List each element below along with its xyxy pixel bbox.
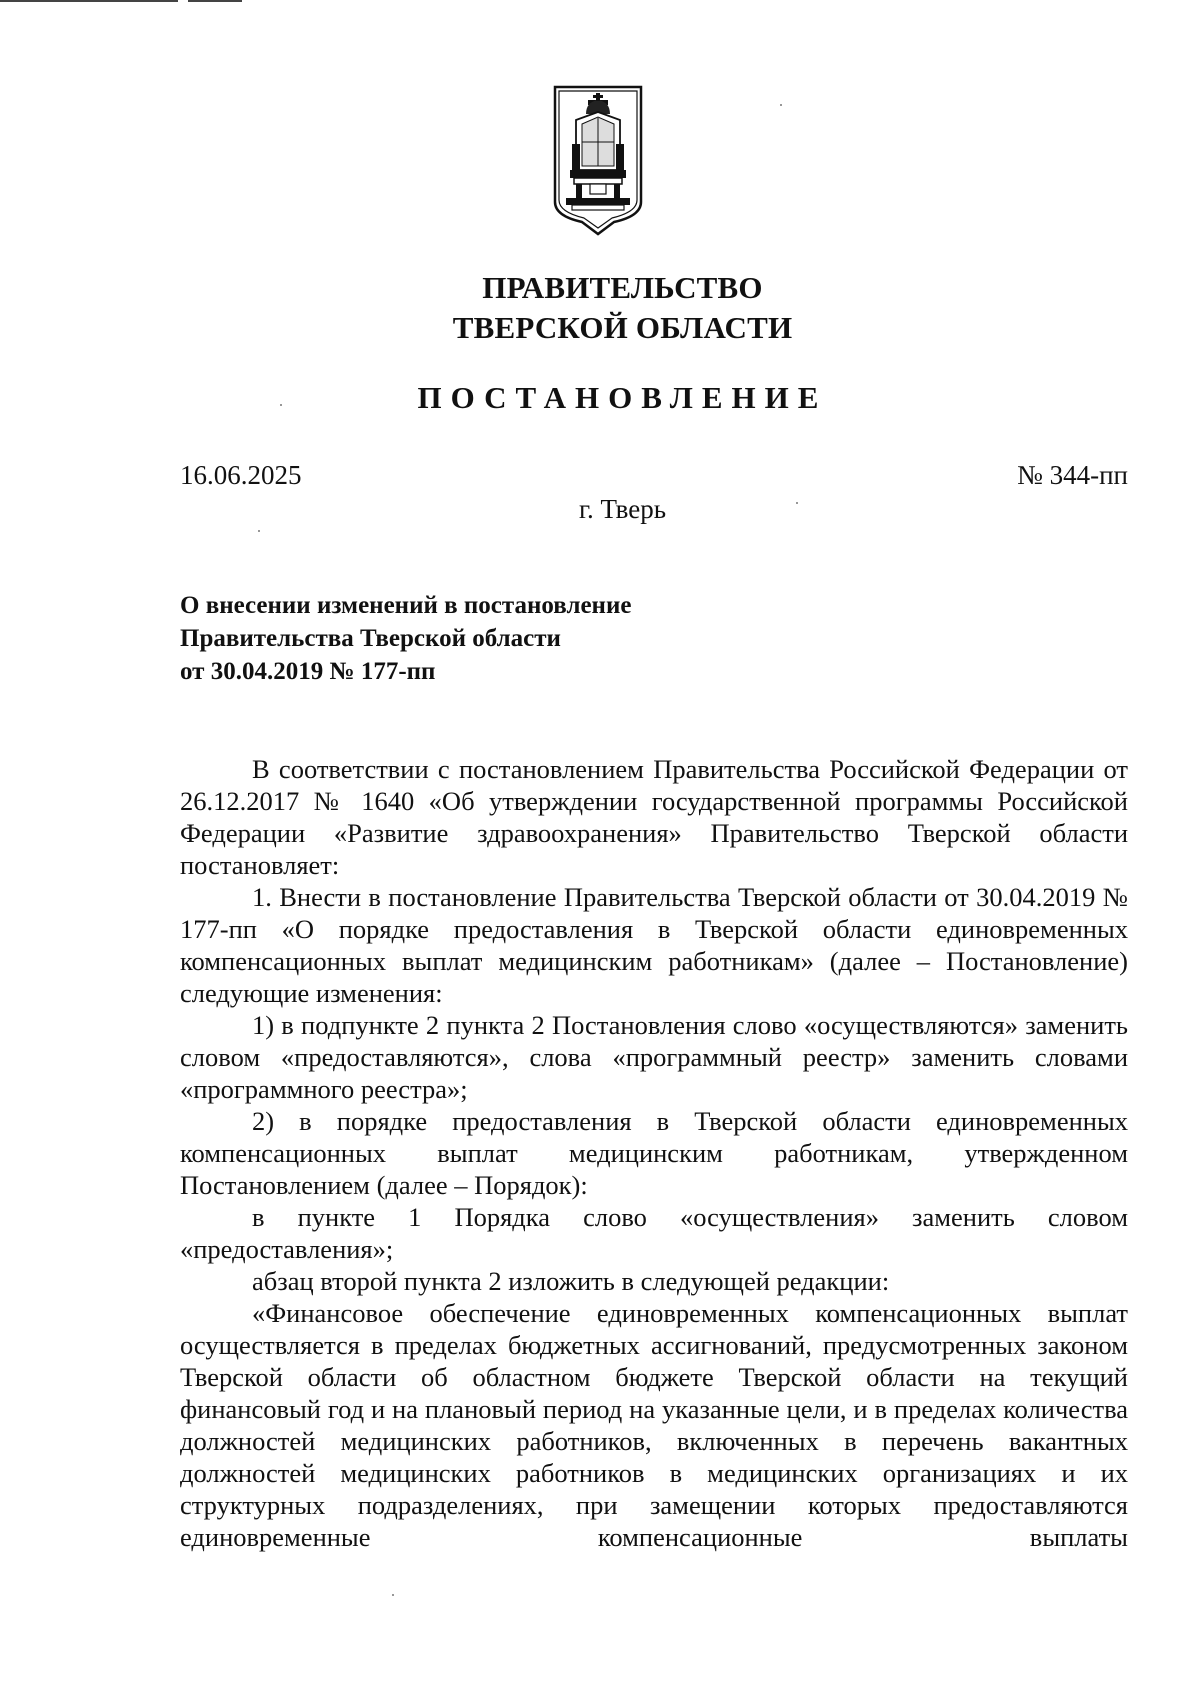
scan-speck <box>780 104 782 106</box>
document-date: 16.06.2025 <box>180 460 302 490</box>
subject-line: Правительства Тверской области <box>180 625 561 652</box>
change-a-paragraph: в пункте 1 Порядка слово «осуществления» заменить словом «предоставления»; <box>180 1202 1128 1264</box>
document-subject <box>180 589 780 688</box>
document-city: г. Тверь <box>578 494 667 524</box>
preamble-paragraph: В соответствии с постановлением Правительства Российской Федерации от 26.12.2017 № 1640 «Об утверждении государственной программы Российской Федерации «Развитие здравоохранения» Правительство Тверской области постановляет: <box>180 754 1128 880</box>
scan-speck <box>258 530 260 532</box>
change-b-paragraph: абзац второй пункта 2 изложить в следующей редакции: <box>252 1266 890 1296</box>
item-1-paragraph: 1. Внести в постановление Правительства Тверской области от 30.04.2019 № 177-пп «О порядке предоставления в Тверской области единовременных компенсационных выплат медицинским работникам» (далее – Постановление) следующие изменения: <box>180 882 1128 1008</box>
subject-line: О внесении изменений в постановление <box>180 592 632 619</box>
scan-speck <box>796 502 798 504</box>
quoted-text-paragraph: «Финансовое обеспечение единовременных компенсационных выплат осуществляется в пределах бюджетных ассигнований, предусмотренных законом Тверской области об областном бюджете Тверской области на текущий финансовый год и на плановый период на указанные цели, и в пределах количества должностей медицинских работников, включенных в перечень вакантных должностей медицинских работников в медицинских организациях и их структурных подразделениях, при замещении которых предоставляются единовременные компенсационные выплаты <box>180 1298 1128 1552</box>
scan-edge-mark <box>0 0 178 2</box>
item-1-2-paragraph: 2) в порядке предоставления в Тверской области единовременных компенсационных выплат медицинским работникам, утвержденном Постановлением (далее – Порядок): <box>180 1106 1128 1200</box>
org-name-line1: ПРАВИТЕЛЬСТВО <box>482 270 763 305</box>
scan-speck <box>392 1594 394 1596</box>
org-name-line2: ТВЕРСКОЙ ОБЛАСТИ <box>452 310 793 345</box>
tver-coat-of-arms-icon <box>552 84 644 236</box>
scan-speck <box>280 404 282 406</box>
scan-edge-mark <box>188 0 242 2</box>
document-body <box>180 753 1128 1553</box>
subject-line: от 30.04.2019 № 177-пп <box>180 658 436 685</box>
document-type-title: ПОСТАНОВЛЕНИЕ <box>417 380 828 415</box>
item-1-1-paragraph: 1) в подпункте 2 пункта 2 Постановления слово «осуществляются» заменить словом «предоставляются», слова «программный реестр» заменить словами «программного реестра»; <box>180 1010 1128 1104</box>
document-number: № 344-пп <box>1017 460 1128 490</box>
